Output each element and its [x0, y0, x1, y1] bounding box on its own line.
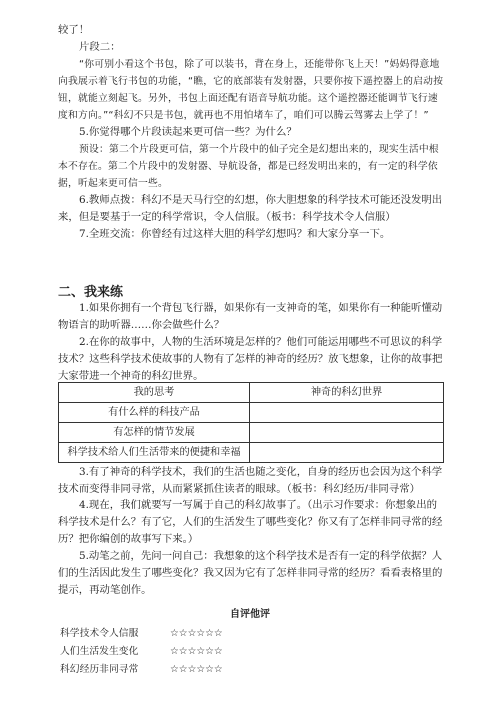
table-cell-empty [250, 403, 444, 423]
continued-line: 较了！ [58, 24, 90, 36]
star-rating[interactable]: ☆☆☆☆☆☆ [170, 628, 223, 639]
section-heading: 二、我来练 [58, 285, 124, 300]
question-7: 7.全班交流：你曾经有过这样大胆的科学幻想吗？和大家分享一下。 [79, 228, 391, 240]
practice-4: 4.现在，我们就要写一写属于自己的科幻故事了。（出示习作要求：你想象出的科学技术是什么？有了它，人们的生活发生了哪些变化？你又有了怎样非同寻常的经历？把你编创的故事写下来。） [58, 499, 443, 545]
star-rating[interactable]: ☆☆☆☆☆☆ [170, 646, 223, 657]
question-5: 5.你觉得哪个片段读起来更可信一些？为什么？ [79, 126, 297, 138]
evaluation-row [60, 661, 223, 675]
table-row [59, 423, 444, 443]
practice-3: 3.有了神奇的科学技术，我们的生活也随之变化，自身的经历也会因为这个科学技术而变得非同寻常，从而紧紧抓住读者的眼球。（板书：科幻经历/非同寻常） [58, 466, 443, 495]
table-header-cell: 我的思考 [59, 383, 250, 403]
table-header-row [59, 383, 444, 403]
question-6: 6.教师点拨：科幻不是天马行空的幻想，你大胆想象的科学技术可能还没发明出来，但是要基于一定的科学常识，令人信服。（板书：科学技术令人信服） [58, 194, 443, 223]
practice-5: 5.动笔之前，先问一问自己：我想象的这个科学技术是否有一定的科学依据？人们的生活因此发生了哪些变化？我又因为它有了怎样非同寻常的经历？看看表格里的提示，再动笔创作。 [58, 550, 443, 596]
question-5-answer: 预设：第二个片段更可信，第一个片段中的仙子完全是幻想出来的，现实生活中根本不存在。第二个片段中的发射器、导航设备，都是已经发明出来的，有一定的科学依据，听起来更可信一些。 [58, 144, 439, 189]
fragment-two-title: 片段二： [79, 41, 121, 53]
evaluation-row [60, 643, 223, 657]
table-cell: 科学技术给人们生活带来的便捷和幸福 [59, 443, 250, 463]
practice-2: 2.在你的故事中，人物的生活环境是怎样的？他们可能运用哪些不可思议的科学技术？这些科学技术使故事的人物有了怎样的神奇的经历？放飞想象，让你的故事把大家带进一个神奇的科幻世界。 [58, 336, 443, 382]
evaluation-label: 科幻经历非同寻常 [60, 664, 139, 675]
table-header-cell: 神奇的科幻世界 [250, 383, 444, 403]
evaluation-label: 人们生活发生变化 [60, 646, 139, 657]
star-rating[interactable]: ☆☆☆☆☆☆ [170, 664, 223, 675]
table-row [59, 443, 444, 463]
thinking-table [58, 382, 444, 463]
table-cell: 有怎样的情节发展 [59, 423, 250, 443]
table-row [59, 403, 444, 423]
evaluation-label: 科学技术令人信服 [60, 628, 139, 639]
table-cell: 有什么样的科技产品 [59, 403, 250, 423]
table-cell-empty [250, 423, 444, 443]
fragment-two-text: “你可别小看这个书包，除了可以装书，背在身上，还能带你飞上天！”妈妈得意地向我展示着飞行书包的功能，“瞧，它的底部装有发射器，只要你按下遥控器上的启动按钮，就能立刻起飞。另外，书包上面还配有语音导航功能。这个遥控器还能调节飞行速度和方向。”“科幻不只是书包，就再也不用怕堵车了，咱们可以腾云驾雾去上学了！” [58, 59, 444, 121]
evaluation-row [60, 625, 223, 639]
evaluation-title: 自评他评 [230, 609, 270, 620]
practice-1: 1.如果你拥有一个背包飞行器，如果你有一支神奇的笔，如果你有一种能听懂动物语言的助听器……你会做些什么？ [58, 302, 443, 331]
table-cell-empty [250, 443, 444, 463]
